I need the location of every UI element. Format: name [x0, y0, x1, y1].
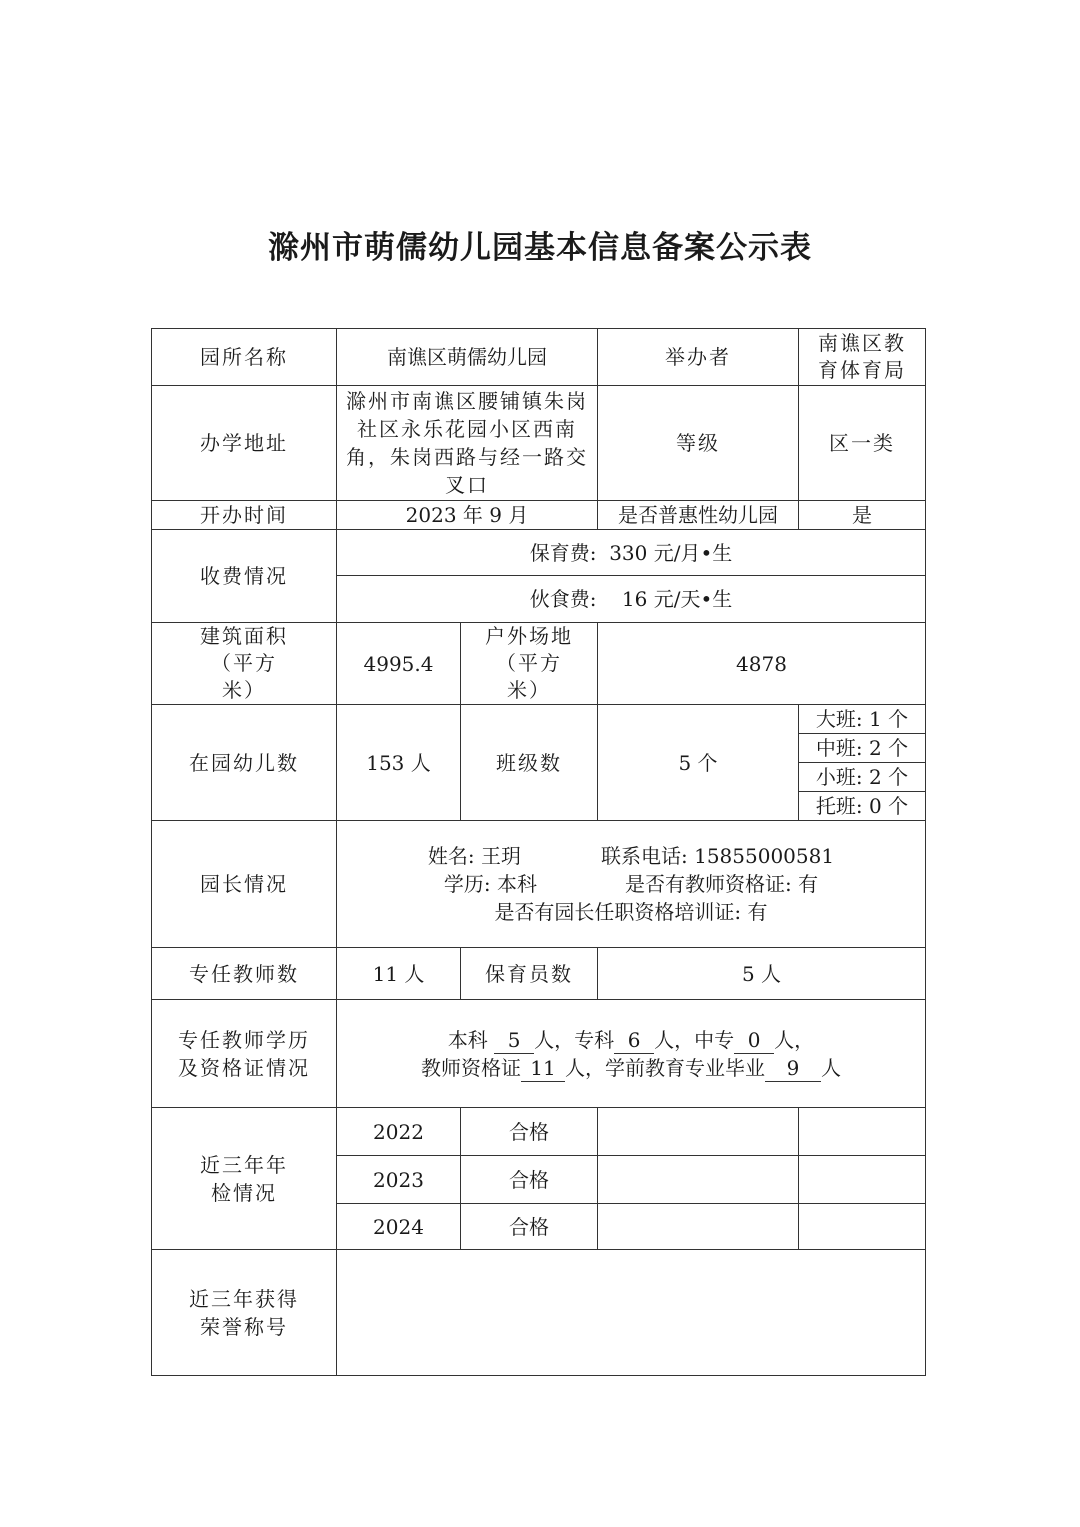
inspection-result: 合格 [461, 1204, 598, 1250]
children-count-label: 在园幼儿数 [152, 705, 337, 821]
preschool-count: 9 [765, 1055, 821, 1082]
inspection-blank [598, 1156, 799, 1204]
inclusive-value: 是 [799, 501, 926, 530]
class-breakdown-item: 托班: 0 个 [799, 792, 926, 821]
secondary-count: 0 [734, 1027, 774, 1054]
class-count-value: 5 个 [598, 705, 799, 821]
class-breakdown-item: 小班: 2 个 [799, 763, 926, 792]
director-label: 园长情况 [152, 821, 337, 948]
caregivers-count-label: 保育员数 [461, 948, 598, 1000]
cert-count: 11 [521, 1055, 565, 1082]
meal-fee: 伙食费: 16 元/天•生 [337, 576, 926, 623]
inclusive-label: 是否普惠性幼儿园 [598, 501, 799, 530]
sponsor-label: 举办者 [598, 329, 799, 386]
building-area-value: 4995.4 [337, 623, 461, 705]
outdoor-area-value: 4878 [598, 623, 926, 705]
inspection-blank [799, 1156, 926, 1204]
building-area-label: 建筑面积（平方米） [152, 623, 337, 705]
inspection-year: 2022 [337, 1108, 461, 1156]
honors-label: 近三年获得荣誉称号 [152, 1250, 337, 1376]
class-breakdown-item: 中班: 2 个 [799, 734, 926, 763]
director-name: 姓名: 王玥 [427, 844, 522, 868]
director-teacher-cert: 是否有教师资格证: 有 [625, 872, 819, 896]
qualifications-info: 本科 5 人，专科 6 人，中专 0 人， 教师资格证 11 人，学前教育专业毕业 9 人 [337, 1000, 926, 1108]
honors-value [337, 1250, 926, 1376]
inspection-result: 合格 [461, 1108, 598, 1156]
grade-value: 区一类 [799, 386, 926, 501]
director-info [337, 821, 926, 948]
inspection-year: 2024 [337, 1204, 461, 1250]
class-count-label: 班级数 [461, 705, 598, 821]
children-count-value: 153 人 [337, 705, 461, 821]
kindergarten-name-value: 南谯区萌儒幼儿园 [337, 329, 598, 386]
address-value: 滁州市南谯区腰铺镇朱岗社区永乐花园小区西南角，朱岗西路与经一路交叉口 [337, 386, 598, 501]
director-training-cert: 是否有园长任职资格培训证: 有 [494, 900, 768, 924]
inspection-blank [799, 1108, 926, 1156]
inspection-year: 2023 [337, 1156, 461, 1204]
open-date-label: 开办时间 [152, 501, 337, 530]
caregivers-count-value: 5 人 [598, 948, 926, 1000]
kindergarten-name-label: 园所名称 [152, 329, 337, 386]
director-education: 学历: 本科 [443, 872, 537, 896]
qualifications-label: 专任教师学历及资格证情况 [152, 1000, 337, 1108]
outdoor-area-label: 户外场地（平方米） [461, 623, 598, 705]
teachers-count-value: 11 人 [337, 948, 461, 1000]
address-label: 办学地址 [152, 386, 337, 501]
inspection-result: 合格 [461, 1156, 598, 1204]
info-table [151, 328, 926, 1376]
inspection-blank [598, 1204, 799, 1250]
bachelor-count: 5 [494, 1027, 534, 1054]
fees-label: 收费情况 [152, 530, 337, 623]
sponsor-value: 南谯区教育体育局 [799, 329, 926, 386]
director-phone: 联系电话: 15855000581 [601, 844, 835, 868]
inspection-blank [799, 1204, 926, 1250]
open-date-value: 2023 年 9 月 [337, 501, 598, 530]
page-title: 滁州市萌儒幼儿园基本信息备案公示表 [268, 230, 812, 266]
care-fee: 保育费: 330 元/月•生 [337, 530, 926, 576]
grade-label: 等级 [598, 386, 799, 501]
inspection-blank [598, 1108, 799, 1156]
inspection-label: 近三年年检情况 [152, 1108, 337, 1250]
teachers-count-label: 专任教师数 [152, 948, 337, 1000]
college-count: 6 [614, 1027, 654, 1054]
class-breakdown-item: 大班: 1 个 [799, 705, 926, 734]
